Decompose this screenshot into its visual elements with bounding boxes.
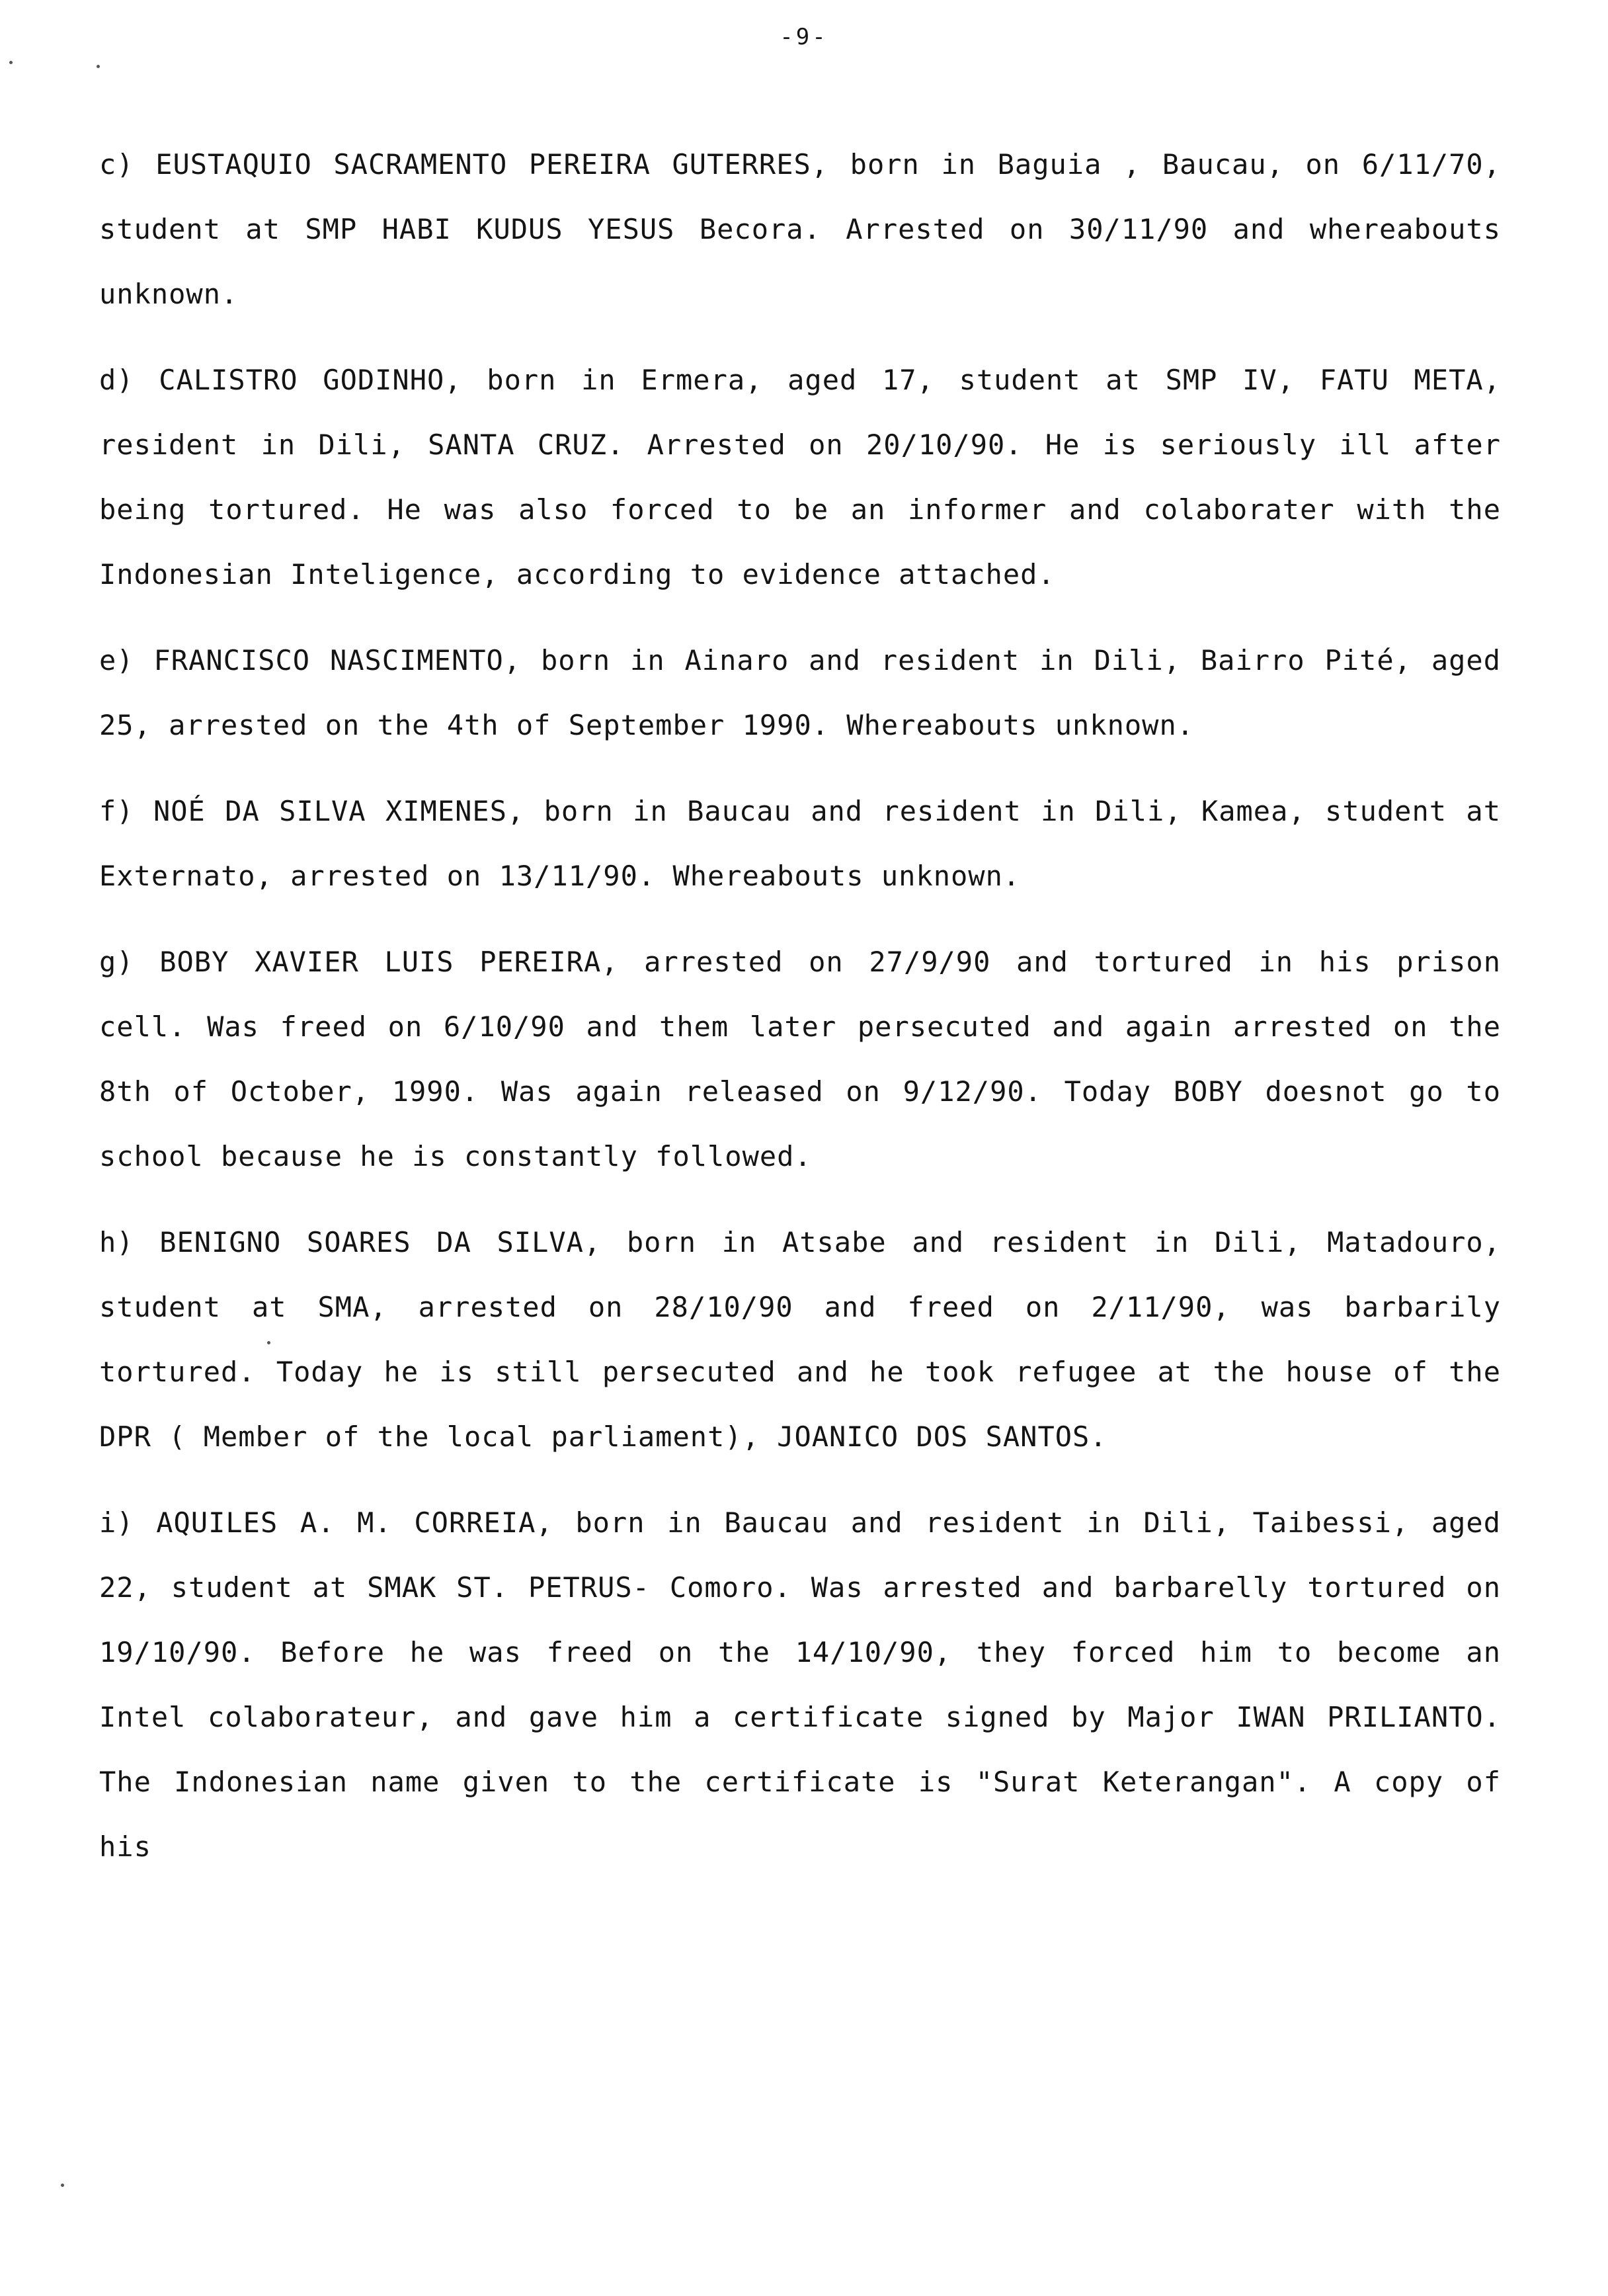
entry-c: c) EUSTAQUIO SACRAMENTO PEREIRA GUTERRES, born in Baguia , Baucau, on 6/11/70, student at SMP HABI KUDUS YESUS Becora. Arrested on 30/11/90 and whereabouts unknown.	[99, 148, 1501, 310]
scan-speck	[267, 1341, 270, 1344]
entry-i: i) AQUILES A. M. CORREIA, born in Baucau and resident in Dili, Taibessi, aged 22, student at SMAK ST. PETRUS- Comoro. Was arrested and barbarelly tortured on 19/10/90. Before he was freed on the 14/10/90, they forced him to become an Intel colaborateur, and gave him a certificate signed by Major IWAN PRILIANTO. The Indonesian name given to the certificate is "Surat Keterangan". A copy of his	[99, 1506, 1501, 1863]
scan-speck	[97, 65, 100, 68]
scan-speck	[9, 61, 13, 64]
entry-e: e) FRANCISCO NASCIMENTO, born in Ainaro and resident in Dili, Bairro Pité, aged 25, arrested on the 4th of September 1990. Whereabouts unknown.	[99, 644, 1501, 741]
entry-g: g) BOBY XAVIER LUIS PEREIRA, arrested on 27/9/90 and tortured in his prison cell. Was freed on 6/10/90 and them later persecuted and again arrested on the 8th of October, 1990. Was again released on 9/12/90. Today BOBY doesnot go to school because he is constantly followed.	[99, 946, 1501, 1172]
entry-f: f) NOÉ DA SILVA XIMENES, born in Baucau and resident in Dili, Kamea, student at Externato, arrested on 13/11/90. Whereabouts unknown.	[99, 795, 1501, 892]
document-body	[99, 132, 1501, 1901]
entry-h: h) BENIGNO SOARES DA SILVA, born in Atsabe and resident in Dili, Matadouro, student at SMA, arrested on 28/10/90 and freed on 2/11/90, was barbarily tortured. Today he is still persecuted and he took refugee at the house of the DPR ( Member of the local parliament), JOANICO DOS SANTOS.	[99, 1226, 1501, 1453]
page-number: -9-	[780, 24, 828, 50]
entry-d: d) CALISTRO GODINHO, born in Ermera, aged 17, student at SMP IV, FATU META, resident in Dili, SANTA CRUZ. Arrested on 20/10/90. He is seriously ill after being tortured. He was also forced to be an informer and colaborater with the Indonesian Inteligence, according to evidence attached.	[99, 364, 1501, 591]
scan-speck	[61, 2184, 64, 2187]
